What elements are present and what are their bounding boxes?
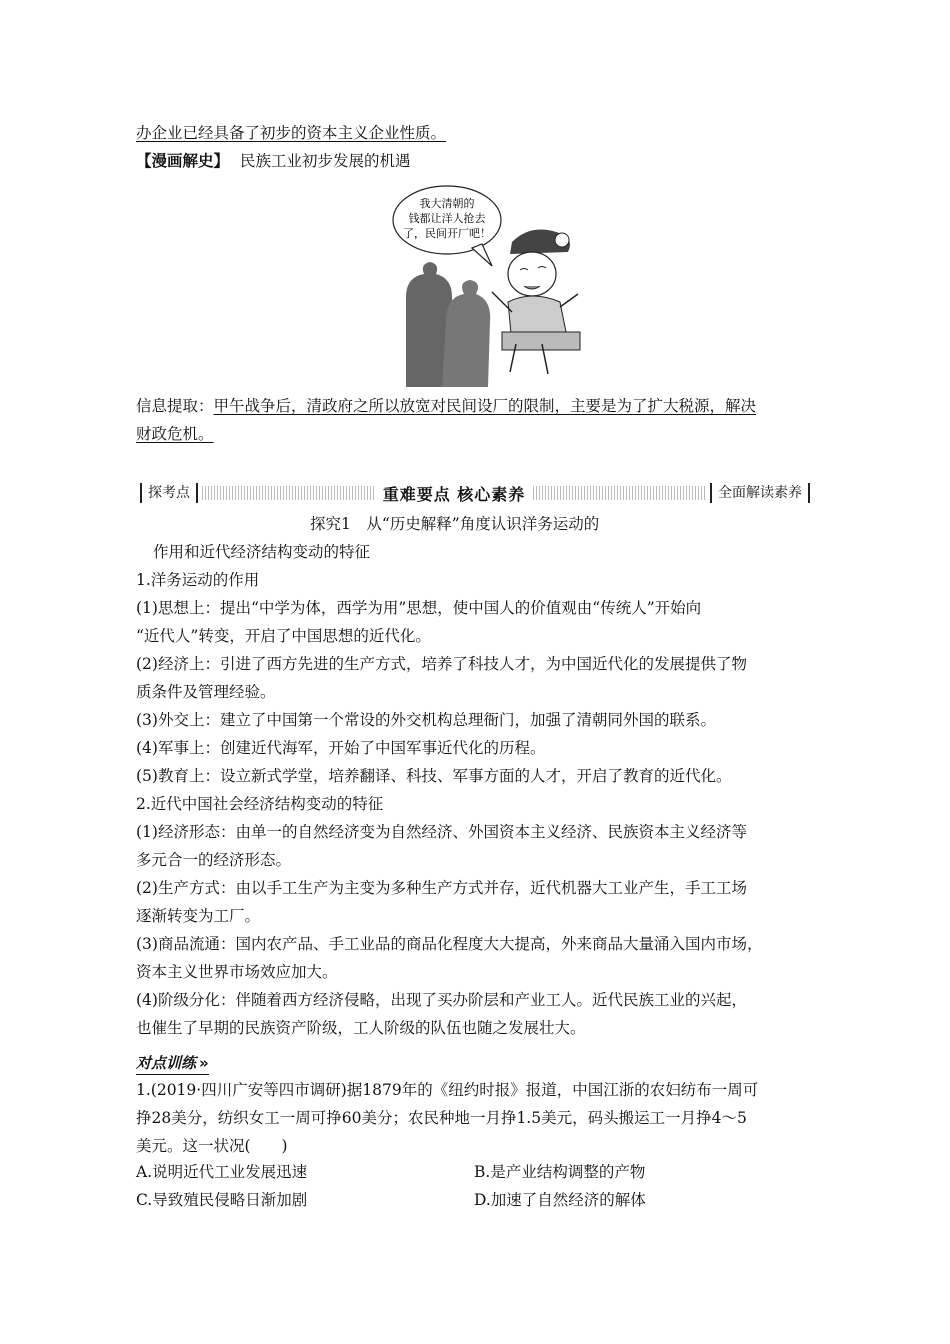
s1-p5: (5)教育上：设立新式学堂，培养翻译、科技、军事方面的人才，开启了教育的近代化。 <box>136 767 732 785</box>
speech-line-1: 我大清朝的 <box>419 197 475 210</box>
option-c[interactable]: C.导致殖民侵略日渐加剧 <box>136 1191 308 1209</box>
s2-p4b: 也催生了早期的民族资产阶级，工人阶级的队伍也随之发展壮大。 <box>136 1019 586 1037</box>
question-1-line-3: 美元。这一状况( ) <box>136 1137 288 1155</box>
s1-heading: 1.洋务运动的作用 <box>136 571 260 589</box>
intro-line: 办企业已经具备了初步的资本主义企业性质。 <box>136 124 447 142</box>
option-b[interactable]: B.是产业结构调整的产物 <box>474 1163 646 1181</box>
s2-p1b: 多元合一的经济形态。 <box>136 851 292 869</box>
s2-p2a: (2)生产方式：由以手工生产为主变为多种生产方式并存，近代机器大工业产生，手工工场 <box>136 879 747 897</box>
comic-heading-text: 民族工业初步发展的机遇 <box>239 152 411 170</box>
training-tag-label: 对点训练 <box>136 1054 197 1072</box>
double-chevron-icon: » <box>199 1054 209 1072</box>
s2-heading: 2.近代中国社会经济结构变动的特征 <box>136 795 384 813</box>
banner-left: 探考点 <box>140 483 198 503</box>
option-a[interactable]: A.说明近代工业发展迅速 <box>136 1163 308 1181</box>
s2-p1a: (1)经济形态：由单一的自然经济变为自然经济、外国资本主义经济、民族资本主义经济等 <box>136 823 747 841</box>
s1-p4: (4)军事上：创建近代海军，开始了中国军事近代化的历程。 <box>136 739 546 757</box>
s2-p2b: 逐渐转变为工厂。 <box>136 907 261 925</box>
s2-p3b: 资本主义世界市场效应加大。 <box>136 963 338 981</box>
section-banner <box>140 482 810 504</box>
s1-p2b: 质条件及管理经验。 <box>136 683 276 701</box>
s2-p3a: (3)商品流通：国内农产品、手工业品的商品化程度大大提高，外来商品大量涌入国内市场， <box>136 935 763 953</box>
s2-p4a: (4)阶级分化：伴随着西方经济侵略，出现了买办阶层和产业工人。近代民族工业的兴起， <box>136 991 747 1009</box>
training-tag <box>136 1052 209 1075</box>
banner-right: 全面解读素养 <box>710 483 810 503</box>
comic-illustration <box>392 182 582 387</box>
info-label: 信息提取： <box>136 397 214 415</box>
explore-title-2: 作用和近代经济结构变动的特征 <box>153 543 371 561</box>
question-1-line-1: 1.(2019·四川广安等四市调研)据1879年的《纽约时报》报道，中国江浙的农妇纺布一周可 <box>136 1081 759 1099</box>
banner-stripe-right <box>533 486 706 500</box>
banner-stripe-left <box>202 486 375 500</box>
s1-p2a: (2)经济上：引进了西方先进的生产方式，培养了科技人才，为中国近代化的发展提供了物 <box>136 655 747 673</box>
banner-center: 重难要点 核心素养 <box>382 484 526 504</box>
comic-heading-bracket: 【漫画解史】 <box>136 151 230 170</box>
question-1-line-2: 挣28美分，纺织女工一周可挣60美分；农民种地一月挣1.5美元，码头搬运工一月挣4～5 <box>136 1109 747 1127</box>
option-d[interactable]: D.加速了自然经济的解体 <box>474 1191 646 1209</box>
s1-p1b: “近代人”转变，开启了中国思想的近代化。 <box>136 627 431 645</box>
explore-title-1: 探究1 从“历史解释”角度认识洋务运动的 <box>310 515 600 533</box>
s1-p3: (3)外交上：建立了中国第一个常设的外交机构总理衙门，加强了清朝同外国的联系。 <box>136 711 716 729</box>
s1-p1a: (1)思想上：提出“中学为体，西学为用”思想，使中国人的价值观由“传统人”开始向 <box>136 599 702 617</box>
info-text-1: 甲午战争后，清政府之所以放宽对民间设厂的限制，主要是为了扩大税源，解决 <box>213 397 757 415</box>
speech-line-2: 钱都让洋人抢去 <box>408 212 486 225</box>
speech-line-3: 了，民间开厂吧！ <box>403 227 491 240</box>
comic-heading <box>136 151 410 171</box>
info-line-1 <box>136 396 756 416</box>
info-line-2: 财政危机。 <box>136 425 214 443</box>
